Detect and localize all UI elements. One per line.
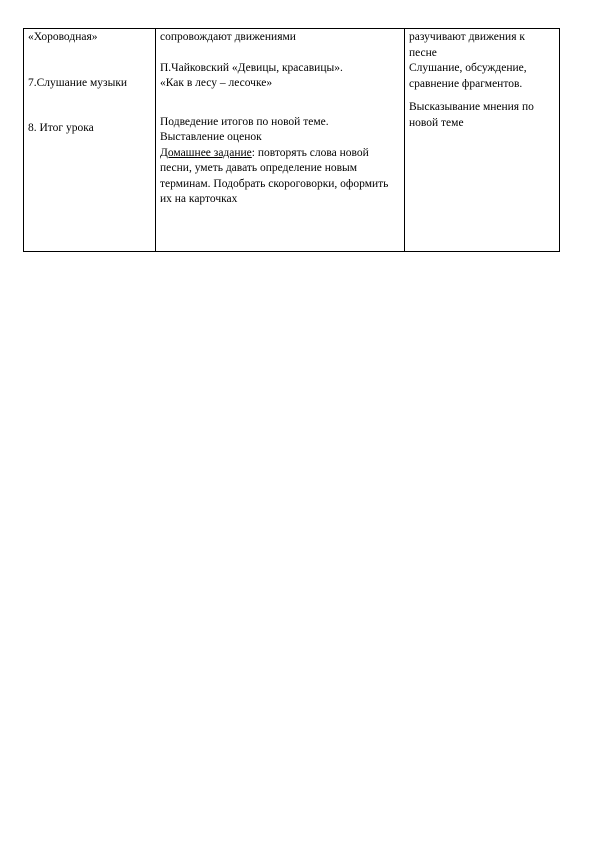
activity-learn-moves: разучивают движения к песне: [409, 31, 525, 59]
table-row: [24, 29, 560, 252]
homework-text: : повторять слова новой песни, уметь давать определение новым терминам. Подобрать скороговорки, оформить их на карточках: [160, 146, 389, 205]
stage-listening: 7.Слушание музыки: [28, 76, 128, 89]
content-cell: [156, 29, 405, 252]
stage-khorovodnaya: «Хороводная»: [28, 31, 98, 43]
homework-label: Домашнее задание: [160, 146, 252, 159]
activity-cell: [405, 29, 560, 252]
content-homework: [160, 146, 400, 208]
stage-summary: 8. Итог урока: [28, 122, 94, 134]
content-kak-v-lesu: «Как в лесу – лесочке»: [160, 77, 273, 89]
activity-opinion: Высказывание мнения по новой теме: [409, 101, 534, 129]
content-grades: Выставление оценок: [160, 131, 262, 143]
lesson-plan-table: [23, 28, 560, 252]
content-movements: сопровождают движениями: [160, 31, 296, 43]
activity-listening: Слушание, обсуждение, сравнение фрагментов.: [409, 62, 527, 90]
content-tchaikovsky: П.Чайковский «Девицы, красавицы».: [160, 61, 343, 74]
stage-cell: [24, 29, 156, 252]
content-summary: Подведение итогов по новой теме.: [160, 115, 329, 128]
